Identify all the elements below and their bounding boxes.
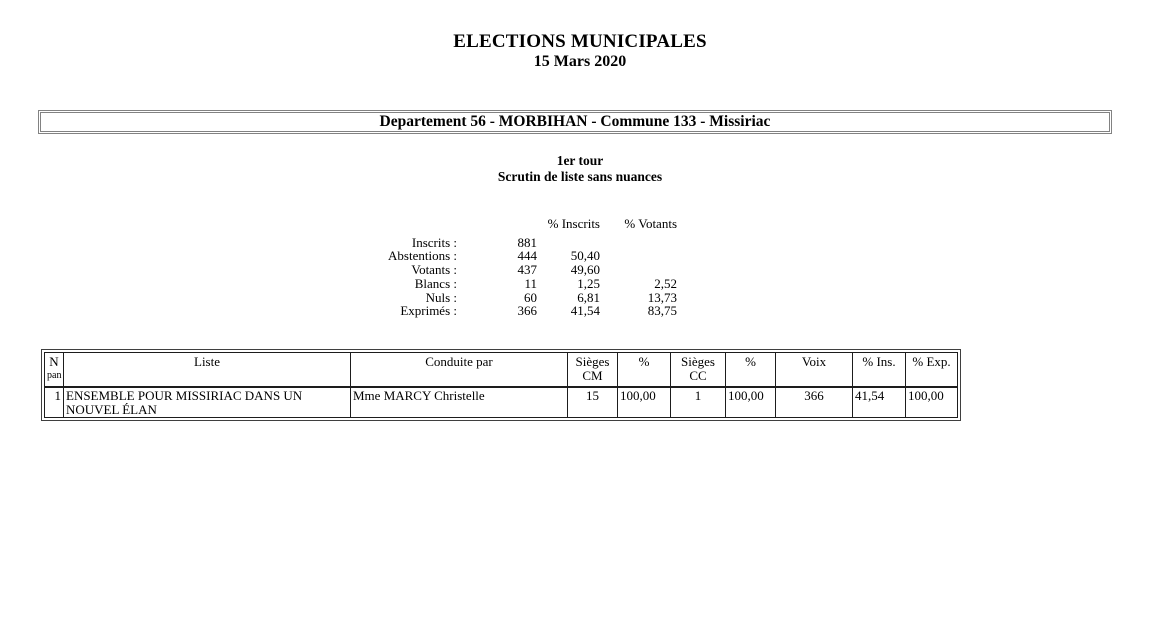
result-pct-exp: 100,00 bbox=[906, 387, 958, 418]
result-conduite-par: Mme MARCY Christelle bbox=[351, 387, 568, 418]
result-n-pan: 1 bbox=[45, 387, 64, 418]
stat-value: 437 bbox=[517, 262, 537, 278]
stats-row-nuls bbox=[337, 291, 677, 305]
col-header-pct-cm bbox=[618, 353, 671, 388]
stats-header-row bbox=[337, 217, 677, 236]
stats-col-header-pct-inscrits: % Inscrits bbox=[547, 216, 600, 231]
result-pct-cc: 100,00 bbox=[726, 387, 776, 418]
results-table-frame bbox=[41, 349, 961, 421]
stat-label: Nuls : bbox=[425, 289, 457, 305]
commune-header-box bbox=[38, 110, 1112, 134]
col-header-line2: CM bbox=[582, 367, 603, 383]
col-header-line1: % bbox=[638, 354, 650, 369]
scrutin-label: Scrutin de liste sans nuances bbox=[497, 168, 663, 184]
stat-value: 11 bbox=[524, 275, 537, 291]
result-pct-cm: 100,00 bbox=[618, 387, 671, 418]
stat-pct-inscrits: 49,60 bbox=[570, 262, 600, 278]
commune-header-text: Departement 56 - MORBIHAN - Commune 133 - Missiriac bbox=[379, 113, 771, 130]
tour-block bbox=[0, 153, 1160, 184]
stats-row-abstentions bbox=[337, 249, 677, 263]
stats-row-exprimes bbox=[337, 304, 677, 318]
col-header-line1: Liste bbox=[194, 354, 220, 369]
stat-pct-inscrits: 50,40 bbox=[570, 248, 600, 264]
stat-label: Votants : bbox=[411, 262, 457, 278]
stat-pct-votants: 2,52 bbox=[654, 275, 677, 291]
stat-pct-votants bbox=[600, 263, 677, 277]
stat-label: Inscrits : bbox=[411, 234, 457, 250]
result-sieges-cm: 15 bbox=[568, 387, 618, 418]
stat-value: 60 bbox=[524, 289, 537, 305]
results-header-row bbox=[45, 353, 958, 388]
col-header-line2: pan bbox=[47, 369, 62, 381]
col-header-line1: Sièges bbox=[575, 354, 610, 369]
col-header-line1: Voix bbox=[801, 354, 827, 369]
stat-value: 881 bbox=[517, 234, 537, 250]
results-table bbox=[44, 352, 958, 418]
stat-label: Exprimés : bbox=[400, 303, 457, 319]
title-block bbox=[0, 31, 1160, 72]
col-header-line2: CC bbox=[689, 367, 707, 383]
stats-row-inscrits bbox=[337, 236, 677, 250]
col-header-pct-exp bbox=[906, 353, 958, 388]
col-header-line1: Conduite par bbox=[425, 354, 493, 369]
stat-pct-inscrits: 41,54 bbox=[570, 303, 600, 319]
stat-pct-inscrits: 6,81 bbox=[577, 289, 600, 305]
result-voix: 366 bbox=[776, 387, 853, 418]
tour-label: 1er tour bbox=[556, 153, 604, 168]
col-header-line1: % bbox=[745, 354, 756, 369]
stat-pct-votants: 83,75 bbox=[647, 303, 677, 319]
col-header-voix bbox=[776, 353, 853, 388]
page-title: ELECTIONS MUNICIPALES bbox=[453, 31, 707, 52]
col-header-n-pan bbox=[45, 353, 64, 388]
stats-header-spacer bbox=[457, 217, 537, 236]
stat-pct-inscrits: 1,25 bbox=[577, 275, 600, 291]
stats-header-spacer bbox=[337, 217, 457, 236]
col-header-conduite-par bbox=[351, 353, 568, 388]
col-header-sieges-cm bbox=[568, 353, 618, 388]
col-header-line1: Sièges bbox=[681, 354, 715, 369]
stat-pct-votants bbox=[600, 249, 677, 263]
stats-col-header-pct-votants: % Votants bbox=[624, 216, 677, 231]
stat-label: Abstentions : bbox=[388, 248, 457, 264]
col-header-line1: N bbox=[49, 354, 59, 369]
result-liste: ENSEMBLE POUR MISSIRIAC DANS UN NOUVEL ÉLAN bbox=[64, 387, 351, 418]
col-header-line1: % Exp. bbox=[912, 354, 951, 369]
result-row bbox=[45, 387, 958, 418]
col-header-line1: % Ins. bbox=[862, 354, 896, 369]
participation-stats-table bbox=[337, 217, 677, 318]
stat-pct-inscrits bbox=[537, 236, 600, 250]
election-date: 15 Mars 2020 bbox=[533, 53, 627, 70]
col-header-pct-ins bbox=[853, 353, 906, 388]
stats-row-blancs bbox=[337, 277, 677, 291]
result-pct-ins: 41,54 bbox=[853, 387, 906, 418]
stats-row-votants bbox=[337, 263, 677, 277]
stat-pct-votants bbox=[600, 236, 677, 250]
result-sieges-cc: 1 bbox=[671, 387, 726, 418]
col-header-sieges-cc bbox=[671, 353, 726, 388]
stat-value: 366 bbox=[517, 303, 537, 319]
col-header-liste bbox=[64, 353, 351, 388]
col-header-pct-cc bbox=[726, 353, 776, 388]
stat-label: Blancs : bbox=[414, 275, 457, 291]
stat-value: 444 bbox=[517, 248, 537, 264]
stat-pct-votants: 13,73 bbox=[647, 289, 677, 305]
